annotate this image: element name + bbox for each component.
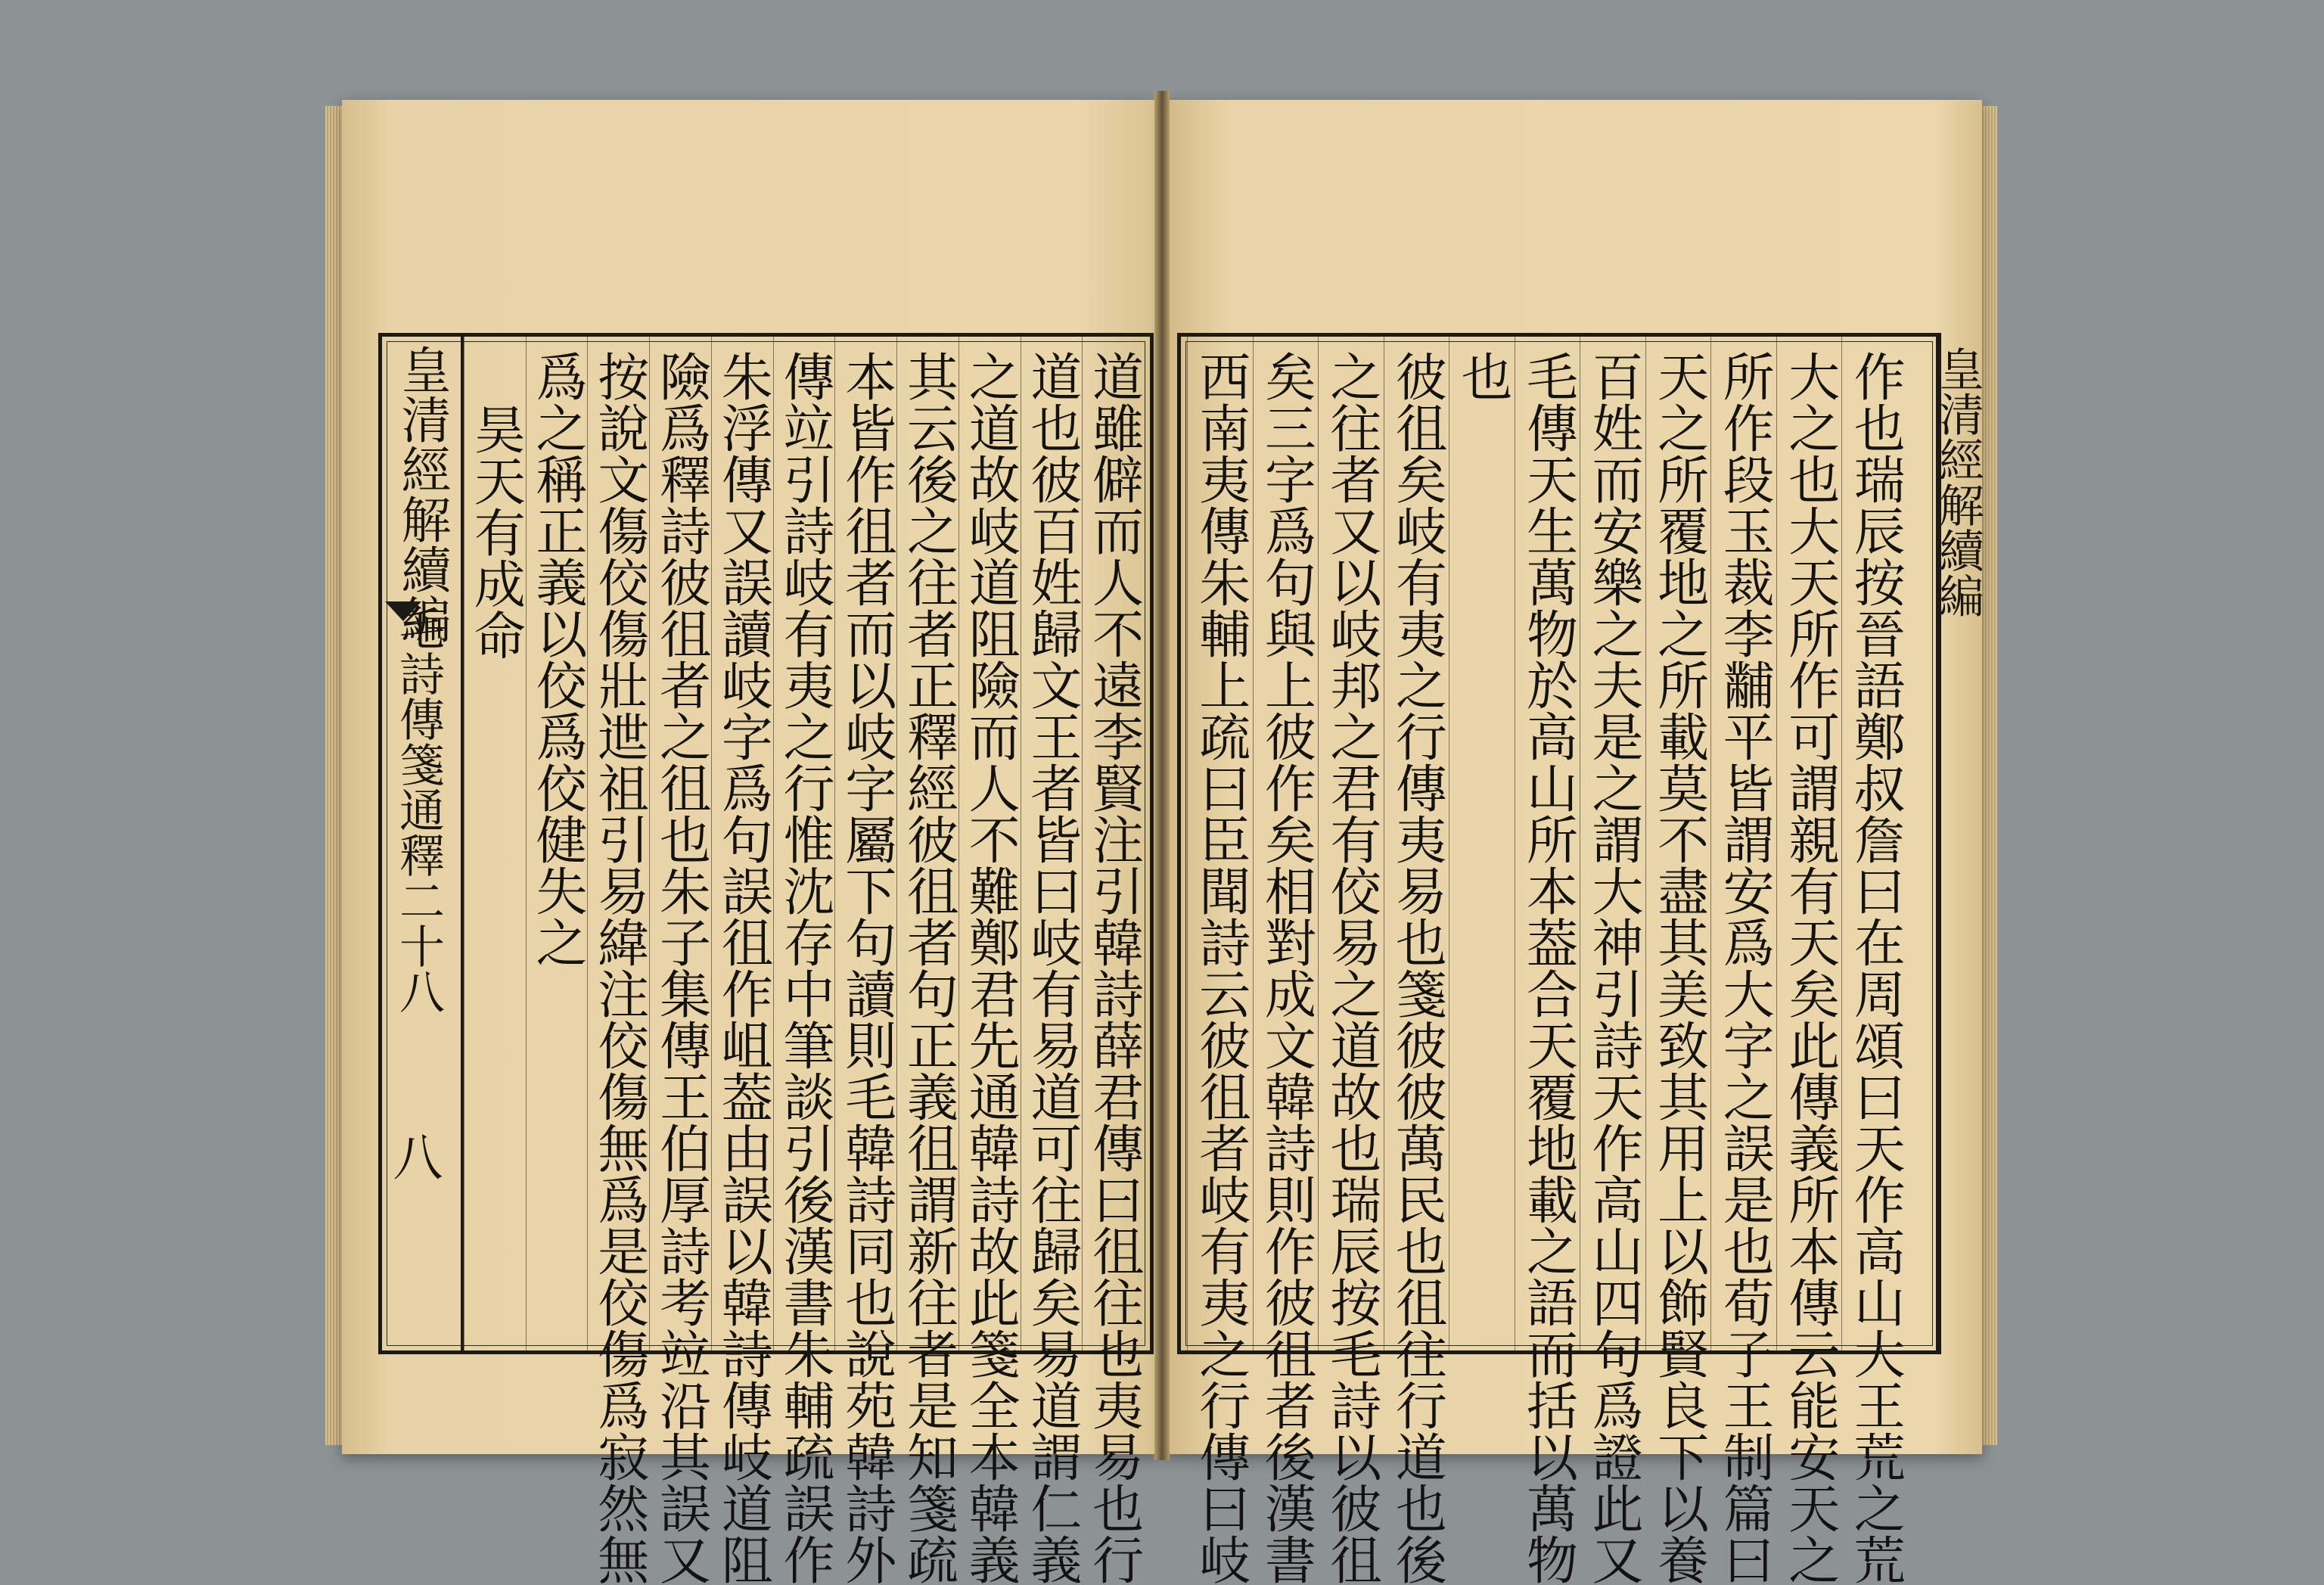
text-column: 本皆作徂者而以岐字屬下句讀則毛韓詩同也說苑韓詩外 bbox=[834, 337, 896, 1350]
volume-title: 毛詩傳箋通釋二十八 bbox=[392, 605, 445, 1014]
center-margin-fragment bbox=[1931, 337, 1984, 1350]
series-title: 皇清經解續編 bbox=[393, 344, 451, 644]
book-gutter bbox=[1154, 91, 1170, 1460]
left-text-frame bbox=[378, 333, 1154, 1585]
text-column: 百姓而安樂之夫是之謂大神引詩天作高山四句爲證此又 bbox=[1580, 337, 1645, 1350]
text-column: 之往者又以岐邦之君有佼易之道故也瑞辰按毛詩以彼徂 bbox=[1318, 337, 1384, 1350]
text-column: 毛傳天生萬物於高山所本葢合天覆地載之語而括以萬物 bbox=[1515, 337, 1580, 1350]
center-margin-strip bbox=[382, 337, 464, 1350]
text-column: 道雖僻而人不遠李賢注引韓詩薛君傳曰徂往也夷易也行 bbox=[1082, 337, 1144, 1350]
text-column: 其云後之往者正釋經彼徂者句正義徂謂新往者是知箋疏 bbox=[896, 337, 958, 1350]
text-column: 爲之稱正義以佼爲佼健失之 bbox=[526, 337, 588, 1350]
text-column: 大之也大天所作可謂親有天矣此傳義所本傳云能安天之 bbox=[1776, 337, 1842, 1350]
series-title-fragment: 皇清經解續編 bbox=[1931, 346, 1984, 618]
text-column: 按說文傷佼傷壯迣祖引易緯注佼傷無爲是佼傷爲寂然無 bbox=[587, 337, 649, 1350]
text-column: 險爲釋詩彼徂者之徂也朱子集傳王伯厚詩考竝沿其誤又 bbox=[649, 337, 711, 1350]
text-column: 道也彼百姓歸文王者皆曰岐有易道可往歸矣易道謂仁義 bbox=[1021, 337, 1083, 1350]
section-heading: 昊天有成命 bbox=[464, 337, 526, 1350]
text-column: 傳竝引詩岐有夷之行惟沈存中筆談引後漢書朱輔疏誤作 bbox=[773, 337, 835, 1350]
text-column: 作也瑞辰按晉語鄭叔詹曰在周頌曰天作高山大王荒之荒 bbox=[1841, 337, 1907, 1350]
text-column: 彼徂矣岐有夷之行傳夷易也箋彼彼萬民也徂往行道也後 bbox=[1384, 337, 1449, 1350]
text-column: 矣三字爲句與上彼作矣相對成文韓詩則作彼徂者後漢書 bbox=[1253, 337, 1319, 1350]
text-column: 也 bbox=[1449, 337, 1515, 1350]
text-column: 之道故岐道阻險而人不難鄭君先通韓詩故此箋全本韓義 bbox=[958, 337, 1021, 1350]
right-text-columns bbox=[1187, 337, 1907, 1585]
leaf-number: 八 bbox=[384, 1131, 443, 1181]
text-column: 西南夷傳朱輔上疏曰臣聞詩云彼徂者岐有夷之行傳曰岐 bbox=[1187, 337, 1253, 1350]
text-column: 朱浮傳又誤讀岐字爲句誤徂作岨葢由誤以韓詩傳岐道阻 bbox=[711, 337, 773, 1350]
right-text-frame bbox=[1177, 333, 1984, 1585]
text-column: 天之所覆地之所載莫不盡其美致其用上以飾賢良下以養 bbox=[1645, 337, 1711, 1350]
left-text-columns bbox=[464, 337, 1144, 1585]
fish-tail-mark bbox=[385, 601, 421, 621]
text-column: 所作段玉裁李黼平皆謂安爲大字之誤是也荀子王制篇曰 bbox=[1710, 337, 1776, 1350]
